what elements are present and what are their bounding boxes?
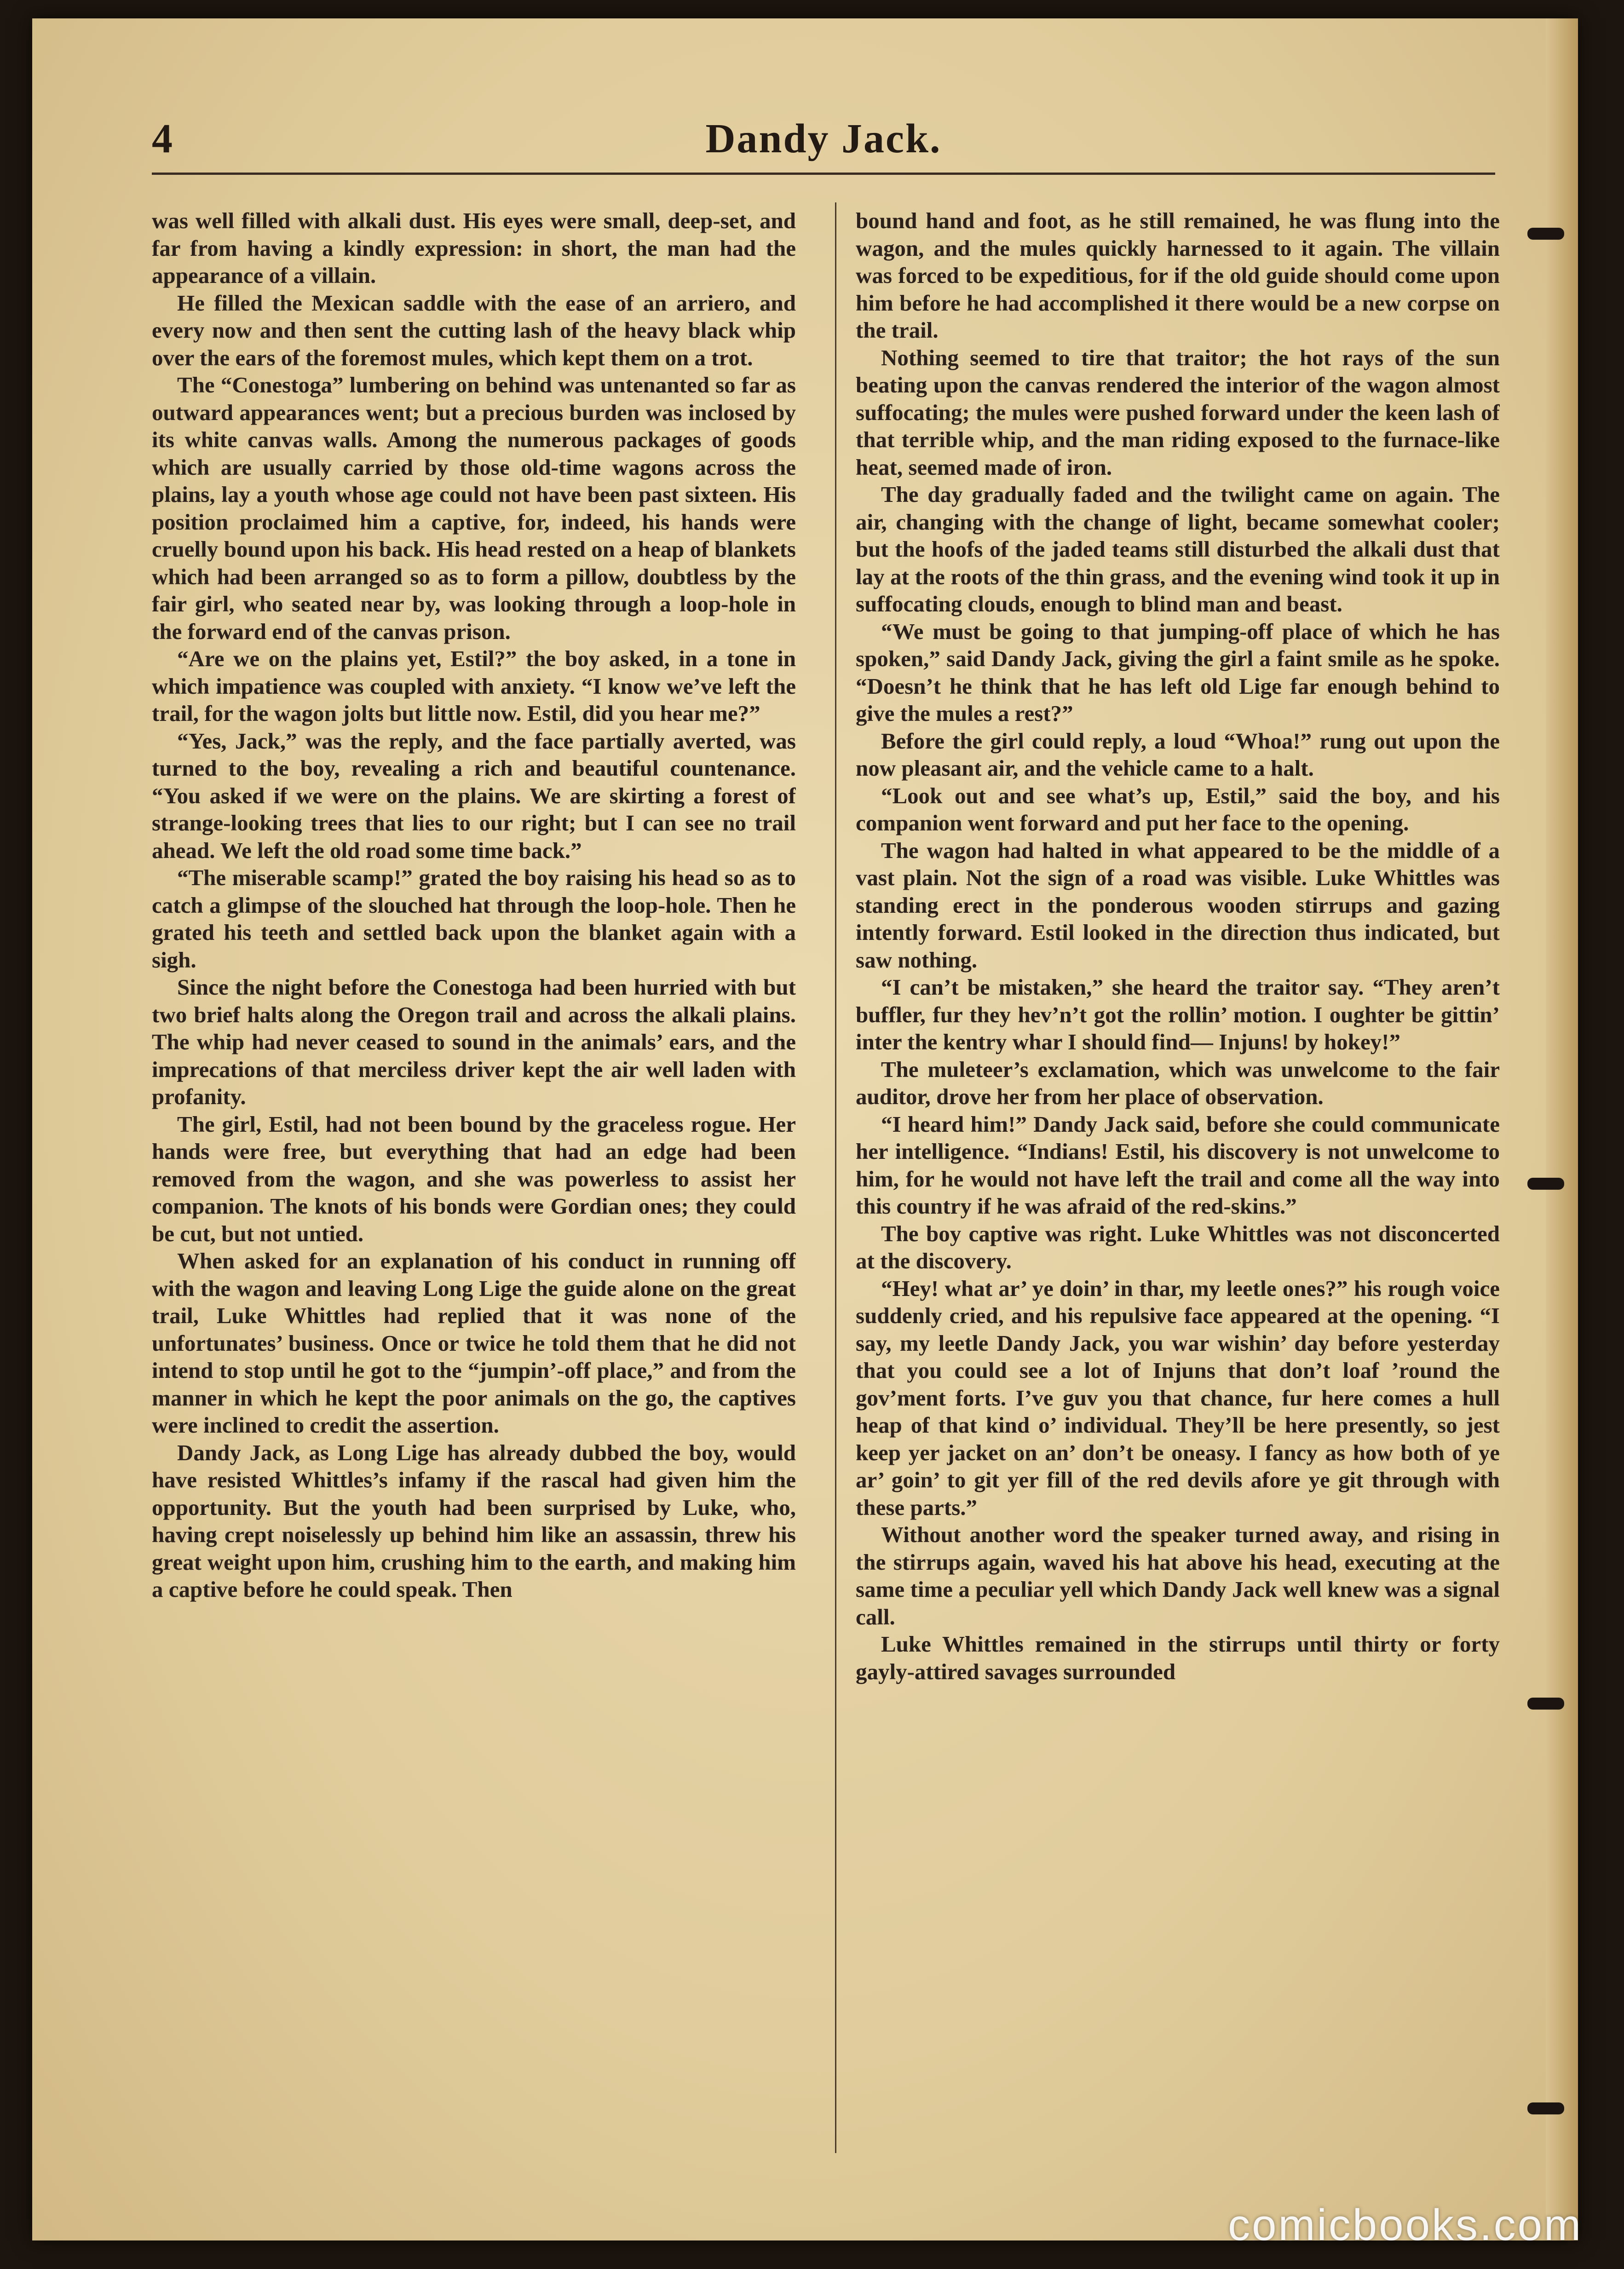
paragraph: “The miserable scamp!” grated the boy raising his head so as to catch a glimpse of the slouched hat through the loop-hole. Then he grated his teeth and settled back upon the blanket again with a sigh. xyxy=(152,865,796,973)
paragraph: When asked for an explanation of his conduct in running off with the wagon and leaving Long Lige the guide alone on the great trail, Luke Whittles had replied that it was none of the unfortunates’ business. Once or twice he told them that he did not intend to stop until he got to the “jumpin’-off place,” and from the manner in which he kept the poor animals on the go, the captives were inclined to credit the assertion. xyxy=(152,1248,796,1438)
staple-mark xyxy=(1527,1698,1564,1710)
running-title: Dandy Jack. xyxy=(705,116,942,161)
paragraph: The day gradually faded and the twilight came on again. The air, changing with the change of light, became somewhat cooler; but the hoofs of the jaded teams still disturbed the alkali dust that lay at the roots of the thin grass, and the evening wind took it up in suffocating clouds, enough to blind man and beast. xyxy=(856,482,1500,616)
paragraph: “We must be going to that jumping-off place of which he has spoken,” said Dandy Jack, giving the girl a faint smile as he spoke. “Doesn’t he think that he has left old Lige far enough behind to give the mules a rest?” xyxy=(856,618,1500,726)
book-page xyxy=(32,18,1578,2240)
paragraph: He filled the Mexican saddle with the ease of an arriero, and every now and then sent the cutting lash of the heavy black whip over the ears of the foremost mules, which kept them on a trot. xyxy=(152,290,796,370)
paragraph: “Hey! what ar’ ye doin’ in thar, my leetle ones?” his rough voice suddenly cried, and his repulsive face appeared at the opening. “I say, my leetle Dandy Jack, you war wishin’ day before yesterday that you could see a lot of Injuns that don’t loaf ’round the gov’ment forts. I’ve guv you that chance, fur here comes a hull heap of that kind o’ individual. They’ll be here presently, so jest keep yer jacket on an’ don’t be oneasy. I fancy as how both of ye ar’ goin’ to git yer fill of the red devils afore ye git through with these parts.” xyxy=(856,1275,1500,1520)
paragraph: Dandy Jack, as Long Lige has already dubbed the boy, would have resisted Whittles’s infamy if the rascal had given him the opportunity. But the youth had been surprised by Luke, who, having crept noiselessly up behind him like an assassin, threw his great weight upon him, crushing him to the earth, and making him a captive before he could speak. Then xyxy=(152,1440,796,1602)
paragraph: “Yes, Jack,” was the reply, and the face partially averted, was turned to the boy, revealing a rich and beautiful countenance. “You asked if we were on the plains. We are skirting a forest of strange-looking trees that lies to our right; but I can see no trail ahead. We left the old road some time back.” xyxy=(152,728,796,863)
paragraph: Nothing seemed to tire that traitor; the hot rays of the sun beating upon the canvas rendered the interior of the wagon almost suffocating; the mules were pushed forward under the keen lash of that terrible whip, and the man riding exposed to the furnace-like heat, seemed made of iron. xyxy=(856,345,1500,480)
paragraph: “I can’t be mistaken,” she heard the traitor say. “They aren’t buffler, fur they hev’n’t got the rollin’ motion. I oughter be gittin’ inter the kentry whar I should find— Injuns! by hokey!” xyxy=(856,974,1500,1054)
paragraph: The girl, Estil, had not been bound by the graceless rogue. Her hands were free, but everything that had an edge had been removed from the wagon, and she was powerless to assist her companion. The knots of his bonds were Gordian ones; they could be cut, but not untied. xyxy=(152,1111,796,1246)
staple-mark xyxy=(1527,2102,1564,2114)
paragraph: “I heard him!” Dandy Jack said, before she could communicate her intelligence. “Indians! Estil, his discovery is not unwelcome to him, for he would not have left the trail and come all the way into this country if he was afraid of the red-skins.” xyxy=(856,1111,1500,1219)
site-watermark: comicbooks.com xyxy=(1228,2200,1583,2250)
paragraph: Luke Whittles remained in the stirrups until thirty or forty gayly-attired savages surrounded xyxy=(856,1631,1500,1684)
left-column xyxy=(152,207,796,2153)
page-edge xyxy=(1546,18,1578,2240)
staple-mark xyxy=(1527,228,1564,240)
paragraph: Without another word the speaker turned away, and rising in the stirrups again, waved his hat above his head, executing at the same time a peculiar yell which Dandy Jack well knew was a signal call. xyxy=(856,1522,1500,1630)
page-header xyxy=(152,115,1495,175)
paragraph: The boy captive was right. Luke Whittles was not disconcerted at the discovery. xyxy=(856,1221,1500,1273)
column-divider xyxy=(835,202,836,2153)
paragraph: The “Conestoga” lumbering on behind was untenanted so far as outward appearances went; but a precious burden was inclosed by its white canvas walls. Among the numerous packages of goods which are usually carried by those old-time wagons across the plains, lay a youth whose age could not have been past sixteen. His position proclaimed him a captive, for, indeed, his hands were cruelly bound upon his back. His head rested on a heap of blankets which had been arranged so as to form a pillow, doubtless by the fair girl, who seated near by, was looking through a loop-hole in the forward end of the canvas prison. xyxy=(152,372,796,644)
header-rule xyxy=(152,173,1495,175)
paragraph: Since the night before the Conestoga had been hurried with but two brief halts along the Oregon trail and across the alkali plains. The whip had never ceased to sound in the animals’ ears, and the imprecations of that merciless driver kept the air well laden with profanity. xyxy=(152,974,796,1109)
paragraph: “Look out and see what’s up, Estil,” said the boy, and his companion went forward and put her face to the opening. xyxy=(856,783,1500,835)
staple-mark xyxy=(1527,1178,1564,1190)
paragraph: bound hand and foot, as he still remained, he was flung into the wagon, and the mules quickly harnessed to it again. The villain was forced to be expeditious, for if the old guide should come upon him before he had accomplished it there would be a new corpse on the trail. xyxy=(856,208,1500,343)
paragraph: “Are we on the plains yet, Estil?” the boy asked, in a tone in which impatience was coupled with anxiety. “I know we’ve left the trail, for the wagon jolts but little now. Estil, did you hear me?” xyxy=(152,646,796,726)
paragraph: Before the girl could reply, a loud “Whoa!” rung out upon the now pleasant air, and the vehicle came to a halt. xyxy=(856,728,1500,781)
paragraph: was well filled with alkali dust. His eyes were small, deep-set, and far from having a kindly expression: in short, the man had the appearance of a villain. xyxy=(152,208,796,288)
right-column xyxy=(856,207,1500,2153)
page-number: 4 xyxy=(152,116,173,161)
paragraph: The muleteer’s exclamation, which was unwelcome to the fair auditor, drove her from her place of observation. xyxy=(856,1056,1500,1109)
paragraph: The wagon had halted in what appeared to be the middle of a vast plain. Not the sign of a road was visible. Luke Whittles was standing erect in the ponderous wooden stirrups and gazing intently forward. Estil looked in the direction thus indicated, but saw nothing. xyxy=(856,837,1500,973)
